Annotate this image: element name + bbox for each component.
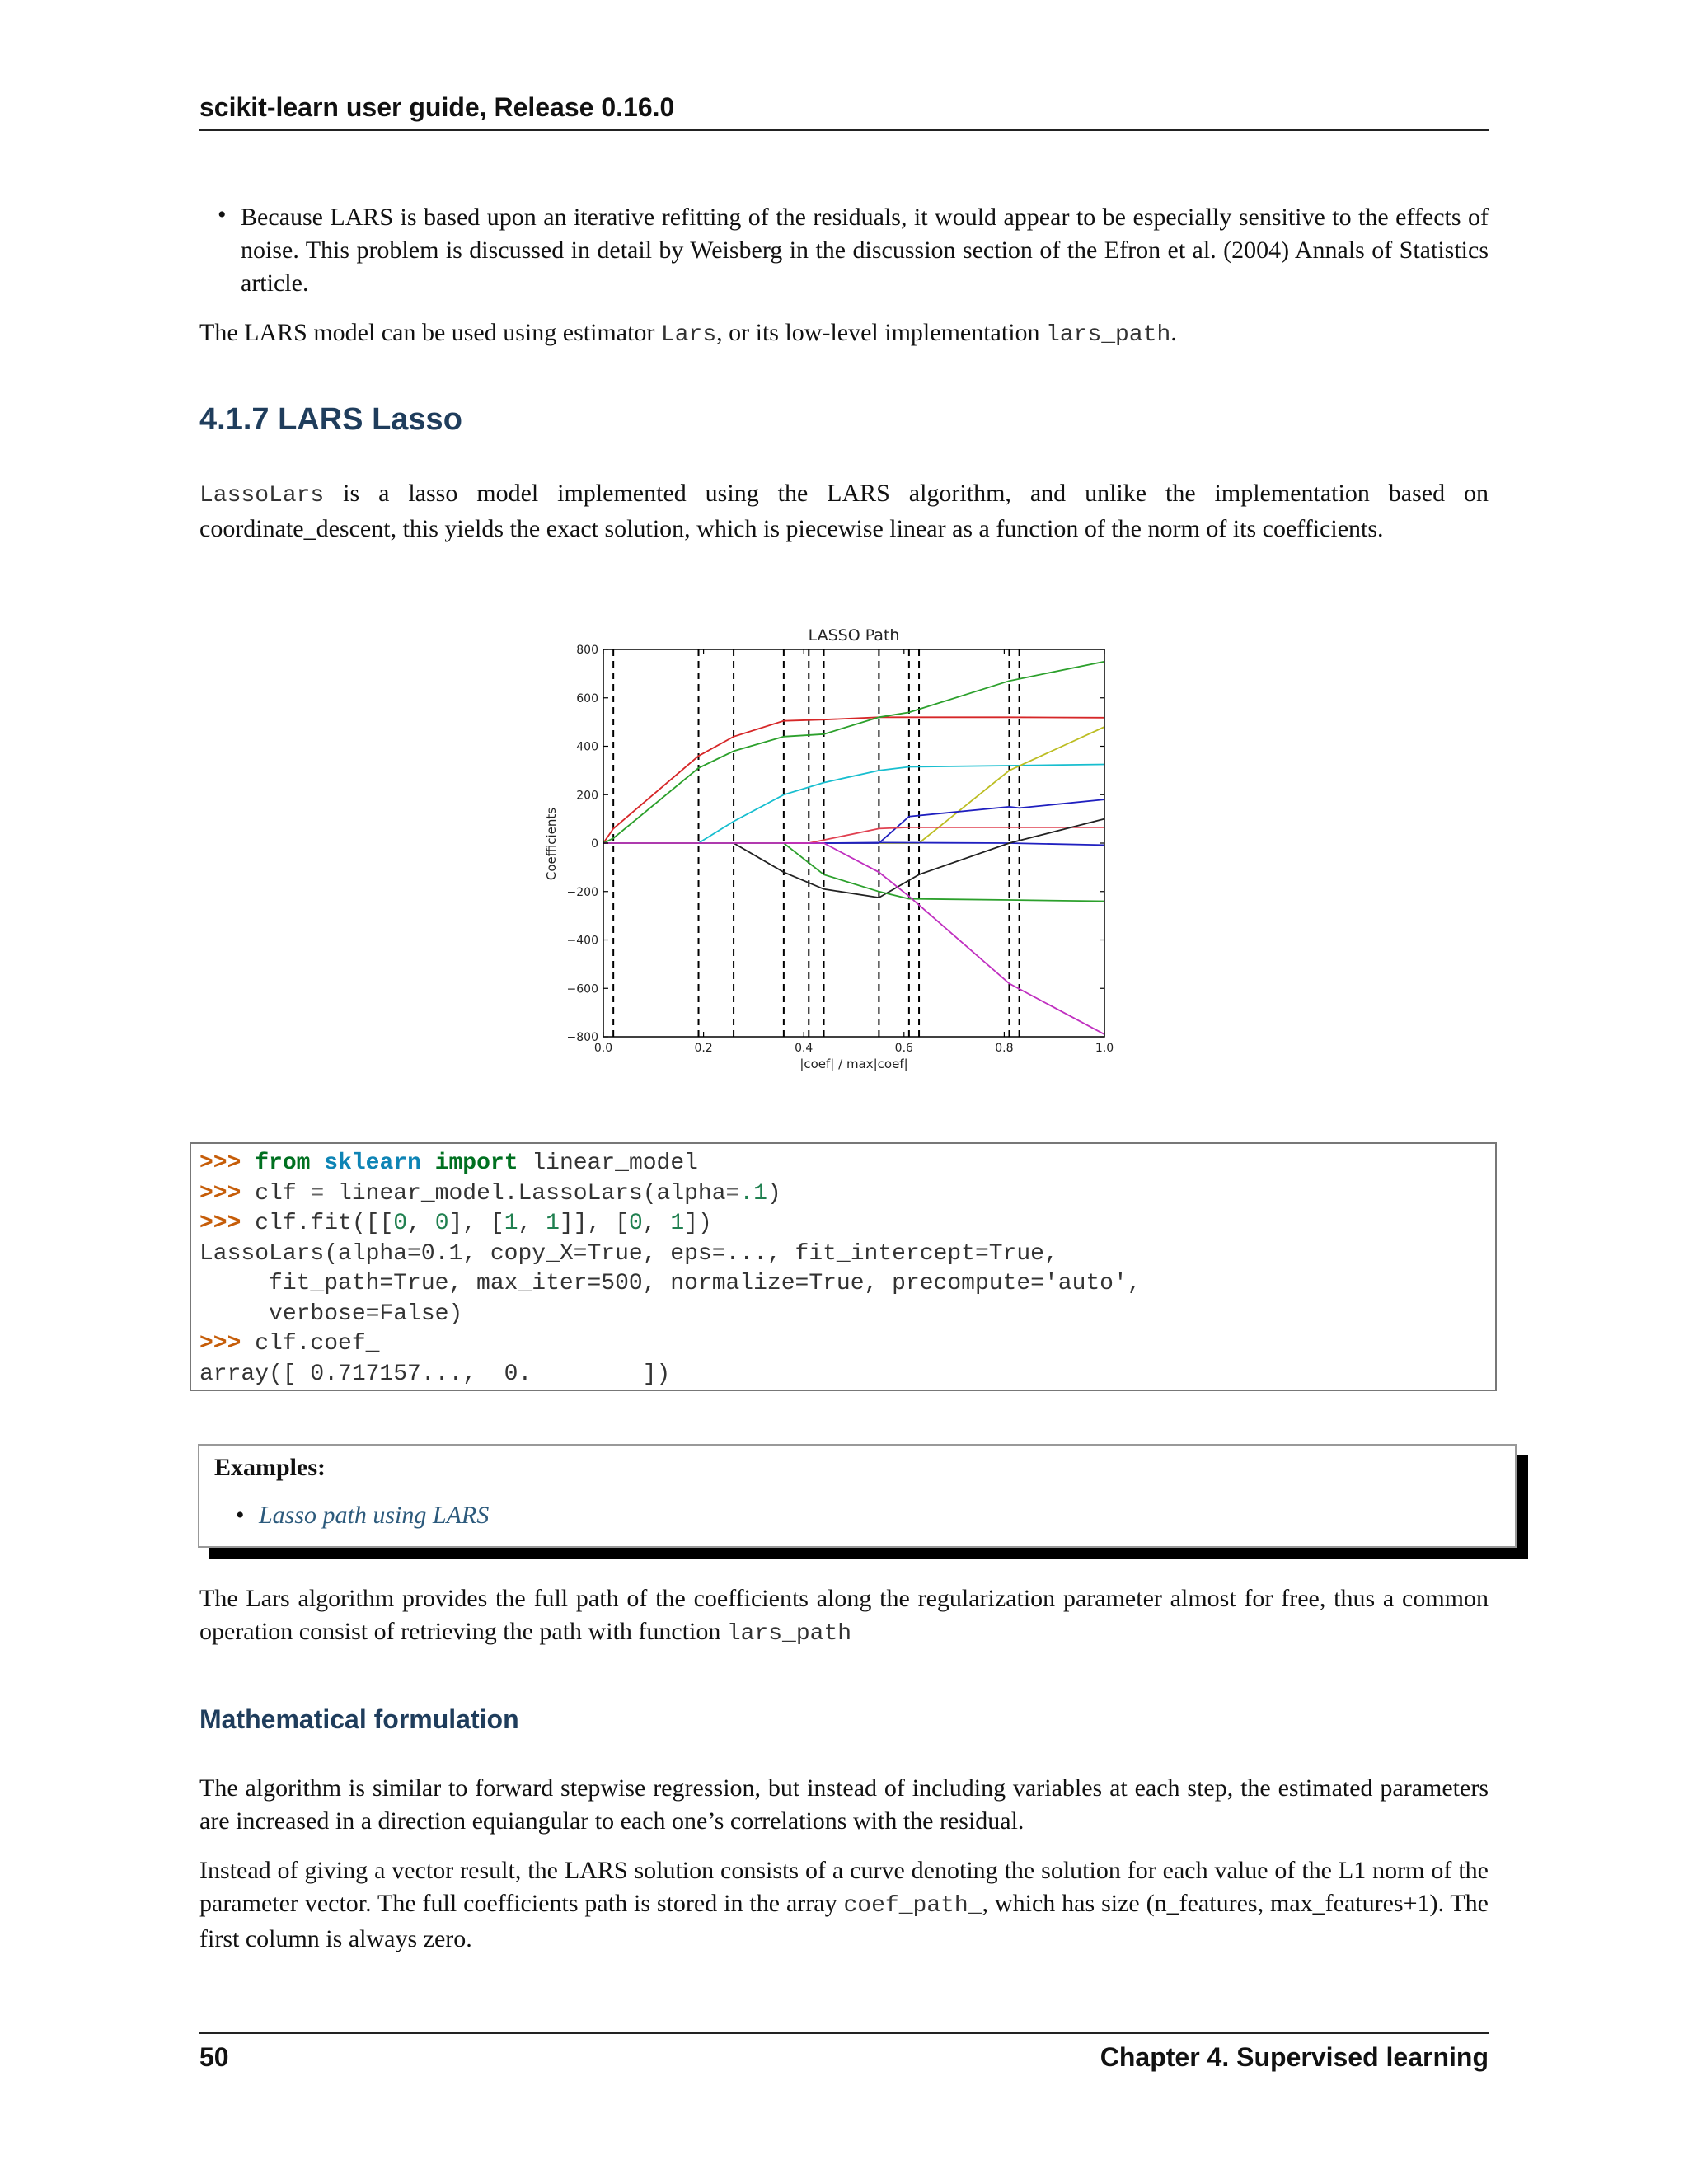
number: 0: [628, 1211, 643, 1236]
code-text: clf.fit([[: [241, 1211, 394, 1236]
x-tick-label: 0.0: [593, 1042, 613, 1055]
paragraph-lars-path: [199, 1582, 1489, 1651]
code-text: clf: [241, 1180, 311, 1207]
code-text: ]): [684, 1211, 712, 1236]
code-text: linear_model.LassoLars(alpha: [324, 1180, 726, 1207]
prompt: >>>: [199, 1151, 241, 1176]
section-heading: 4.1.7 LARS Lasso: [199, 402, 462, 437]
series-line: [603, 799, 1104, 843]
operator: =: [725, 1180, 740, 1207]
y-tick-label: −400: [566, 934, 598, 948]
paragraph-algorithm: The algorithm is similar to forward stepwise regression, but instead of including variables at each step, the estimated parameters are increased in a direction equiangular to each one’s correlations with the residual.: [199, 1774, 1489, 1835]
y-tick-label: −600: [566, 982, 598, 996]
paragraph-lassolars-intro: [199, 477, 1489, 546]
number: 0: [393, 1211, 408, 1236]
code-output: fit_path=True, max_iter=500, normalize=True, precompute='auto',: [199, 1271, 1142, 1296]
code-lassolars: LassoLars: [199, 483, 325, 509]
y-tick-label: 600: [576, 691, 598, 705]
y-tick-label: −800: [566, 1031, 598, 1044]
y-tick-label: 800: [576, 644, 598, 657]
module-name: sklearn: [324, 1151, 421, 1176]
code-output: array([ 0.717157..., 0. ]): [199, 1361, 671, 1387]
number: 1: [504, 1211, 518, 1236]
y-tick-label: 0: [591, 837, 598, 851]
x-tick-label: 0.2: [694, 1042, 713, 1055]
bullet-item: [218, 201, 1489, 300]
code-example: [190, 1142, 1497, 1391]
code-text: ): [767, 1180, 781, 1207]
text-run: Instead of giving a vector result, the LARS solution consists of a curve denoting the solution for each value of the L1 norm of the parameter vector. The full coefficients path is stored in the array: [199, 1857, 1489, 1917]
series-line: [603, 717, 1104, 843]
text-run: , which has size (n_features, max_features+1). The first column is always zero.: [199, 1890, 1489, 1952]
text-run: is a lasso model implemented using the LARS algorithm, and unlike the implementation based on coordinate_descent, this yields the exact solution, which is piecewise linear as a function of the norm of its coefficients.: [199, 480, 1489, 542]
chart-title: LASSO Path: [808, 626, 900, 644]
code-coef-path: coef_path_: [843, 1893, 982, 1919]
x-tick-label: 0.6: [894, 1042, 913, 1055]
page-number: 50: [199, 2042, 229, 2072]
number: .1: [739, 1180, 767, 1207]
x-tick-label: 0.8: [995, 1042, 1014, 1055]
x-tick-label: 0.4: [795, 1042, 814, 1055]
code-text: ,: [407, 1211, 435, 1236]
code-lars-path: lars_path: [1046, 322, 1171, 348]
keyword: from: [255, 1151, 311, 1176]
code-text: ,: [642, 1211, 671, 1236]
number: 1: [670, 1211, 685, 1236]
series-line: [603, 662, 1104, 843]
example-link-lasso-path[interactable]: Lasso path using LARS: [259, 1502, 490, 1529]
chart-svg: [330, 623, 1162, 1085]
prompt: >>>: [199, 1180, 241, 1207]
lasso-path-chart: [330, 623, 1162, 1085]
x-tick-label: 1.0: [1095, 1042, 1114, 1055]
code-output: verbose=False): [199, 1301, 463, 1327]
code-text: clf.coef_: [241, 1331, 380, 1357]
code-text: ], [: [448, 1211, 504, 1236]
text-run: The LARS model can be used using estimator: [199, 319, 661, 346]
bullet-dot: •: [218, 201, 227, 228]
number: 0: [434, 1211, 449, 1236]
number: 1: [546, 1211, 560, 1236]
y-tick-label: 400: [576, 740, 598, 754]
paragraph-lars-usage: [199, 316, 1489, 352]
code-output: LassoLars(alpha=0.1, copy_X=True, eps=..., fit_intercept=True,: [199, 1240, 1058, 1267]
text-run: .: [1170, 319, 1177, 346]
prompt: >>>: [199, 1211, 241, 1236]
y-tick-label: 200: [576, 789, 598, 803]
text-run: The Lars algorithm provides the full path of the coefficients along the regularization parameter almost for free, thus a common operation consist of retrieving the path with function: [199, 1585, 1489, 1645]
chart-xlabel: |coef| / max|coef|: [799, 1057, 908, 1071]
series-line: [603, 765, 1104, 844]
series-line: [603, 843, 1104, 1034]
chart-ylabel: Coefficients: [544, 807, 559, 881]
examples-title: Examples:: [214, 1454, 326, 1481]
running-header: scikit-learn user guide, Release 0.16.0: [199, 92, 1489, 131]
bullet-dot: •: [236, 1502, 245, 1529]
footer-rule: [199, 2032, 1489, 2034]
operator: =: [310, 1180, 325, 1207]
keyword: import: [434, 1151, 518, 1176]
code-lars-path-2: lars_path: [726, 1621, 852, 1647]
prompt: >>>: [199, 1331, 241, 1357]
series-line: [603, 827, 1104, 843]
code-text: linear_model: [518, 1151, 698, 1176]
text-run: , or its low-level implementation: [716, 319, 1047, 346]
bullet-text: Because LARS is based upon an iterative refitting of the residuals, it would appear to be especially sensitive to the effects of noise. This problem is discussed in detail by Weisberg in the discussion section of the Efron et al. (2004) Annals of Statistics article.: [241, 204, 1489, 297]
series-line: [603, 843, 1104, 902]
examples-admonition: [198, 1444, 1517, 1548]
subsection-heading: Mathematical formulation: [199, 1704, 519, 1734]
y-tick-label: −200: [566, 885, 598, 899]
code-text: ,: [518, 1211, 546, 1236]
chapter-title: Chapter 4. Supervised learning: [1100, 2042, 1489, 2072]
paragraph-coef-path: [199, 1854, 1489, 1956]
code-lars: Lars: [660, 322, 717, 348]
code-text: ]], [: [559, 1211, 629, 1236]
